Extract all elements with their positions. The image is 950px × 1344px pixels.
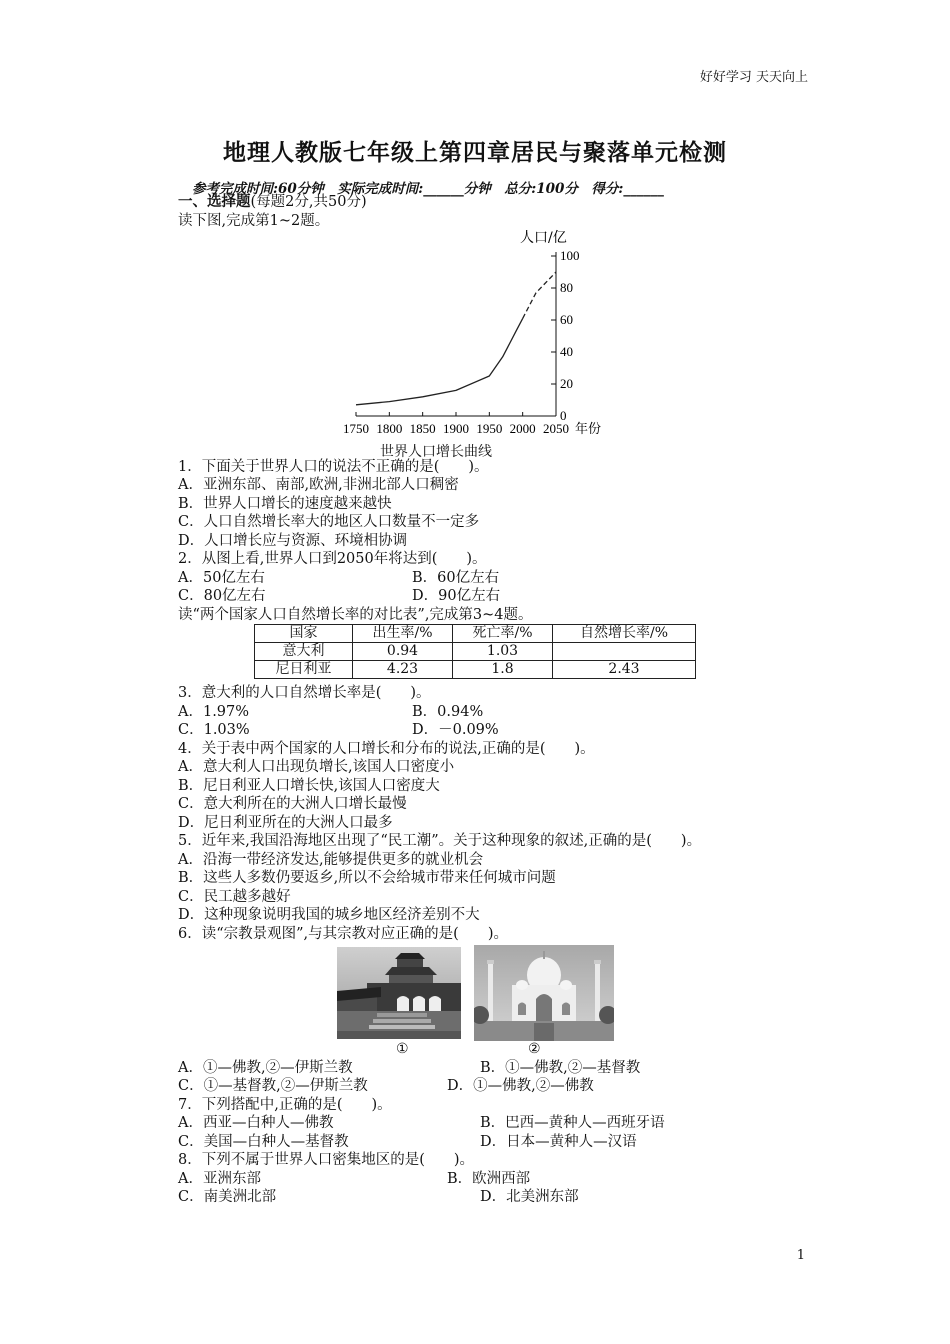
x-tick-label: 1800: [376, 421, 403, 436]
x-tick-label: 2050: [543, 421, 569, 436]
q2-option-d[interactable]: D．90亿左右: [412, 588, 501, 604]
table-cell: 尼日利亚: [255, 661, 353, 679]
y-tick-label: 80: [560, 280, 573, 295]
q1-option-a[interactable]: A．亚洲东部、南部,欧洲,非洲北部人口稠密: [178, 477, 459, 493]
table-cell: 意大利: [255, 643, 353, 661]
q3-option-d[interactable]: D．－0.09%: [412, 722, 499, 738]
exam-meta: 参考完成时间:60分钟 实际完成时间:______分钟 总分:100分 得分:______: [192, 181, 664, 197]
chart-caption: 世界人口增长曲线: [380, 444, 492, 460]
table-row: [255, 643, 696, 661]
q3-option-c[interactable]: C．1.03%: [178, 722, 250, 738]
q1-option-d[interactable]: D．人口增长应与资源、环境相协调: [178, 533, 408, 549]
rate-table: [254, 624, 696, 679]
intro-2: 读“两个国家人口自然增长率的对比表”,完成第3~4题。: [178, 607, 533, 623]
q2-option-b[interactable]: B．60亿左右: [412, 570, 500, 586]
page-number: 1: [796, 1248, 805, 1263]
table-cell: 1.8: [453, 661, 553, 679]
table-cell: [553, 643, 696, 661]
x-tick-label: 1850: [409, 421, 436, 436]
question-7: 7．下列搭配中,正确的是( )。: [178, 1097, 392, 1113]
y-tick-label: 0: [560, 408, 567, 423]
q8-option-c[interactable]: C．南美洲北部: [178, 1189, 277, 1205]
q6-option-b[interactable]: B．①—佛教,②—基督教: [480, 1060, 641, 1076]
x-tick-label: 1950: [476, 421, 503, 436]
table-header: 出生率/%: [353, 625, 453, 643]
table-header-row: [255, 625, 696, 643]
q1-option-b[interactable]: B．世界人口增长的速度越来越快: [178, 496, 392, 512]
table-row: [255, 661, 696, 679]
q8-option-d[interactable]: D．北美洲东部: [480, 1189, 579, 1205]
question-1: 1．下面关于世界人口的说法不正确的是( )。: [178, 459, 489, 475]
q4-option-c[interactable]: C．意大利所在的大洲人口增长最慢: [178, 796, 407, 812]
temple-photo: [337, 947, 461, 1039]
page-title: 地理人教版七年级上第四章居民与聚落单元检测: [223, 140, 727, 166]
q7-option-a[interactable]: A．西亚—白种人—佛教: [178, 1115, 334, 1131]
question-8: 8．下列不属于世界人口密集地区的是( )。: [178, 1152, 475, 1168]
q5-option-c[interactable]: C．民工越多越好: [178, 889, 291, 905]
q8-option-a[interactable]: A．亚洲东部: [178, 1171, 261, 1187]
y-tick-label: 20: [560, 376, 573, 391]
y-tick-label: 40: [560, 344, 573, 359]
question-2: 2．从图上看,世界人口到2050年将达到( )。: [178, 551, 487, 567]
question-4: 4．关于表中两个国家的人口增长和分布的说法,正确的是( )。: [178, 741, 595, 757]
q4-option-b[interactable]: B．尼日利亚人口增长快,该国人口密度大: [178, 778, 440, 794]
y-axis-title: 人口/亿: [520, 230, 567, 246]
intro-1: 读下图,完成第1~2题。: [178, 213, 330, 229]
q5-option-b[interactable]: B．这些人多数仍要返乡,所以不会给城市带来任何城市问题: [178, 870, 556, 886]
table-cell: 4.23: [353, 661, 453, 679]
section-title: 一、选择题: [178, 193, 251, 210]
table-header: 国家: [255, 625, 353, 643]
q6-option-d[interactable]: D．①—佛教,②—佛教: [447, 1078, 594, 1094]
q1-option-c[interactable]: C．人口自然增长率大的地区人口数量不一定多: [178, 514, 480, 530]
photo-label-2: ②: [528, 1041, 541, 1057]
q5-option-d[interactable]: D．这种现象说明我国的城乡地区经济差别不大: [178, 907, 480, 923]
x-axis-title: 年份: [575, 422, 602, 437]
table-cell: 2.43: [553, 661, 696, 679]
page-header: 好好学习 天天向上: [699, 70, 808, 85]
q3-option-b[interactable]: B．0.94%: [412, 704, 484, 720]
question-3: 3．意大利的人口自然增长率是( )。: [178, 685, 431, 701]
q6-option-c[interactable]: C．①—基督教,②—伊斯兰教: [178, 1078, 368, 1094]
x-tick-label: 1750: [343, 421, 369, 436]
q5-option-a[interactable]: A．沿海一带经济发达,能够提供更多的就业机会: [178, 852, 484, 868]
q7-option-d[interactable]: D．日本—黄种人—汉语: [480, 1134, 637, 1150]
q7-option-b[interactable]: B．巴西—黄种人—西班牙语: [480, 1115, 665, 1131]
q3-option-a[interactable]: A．1.97%: [178, 704, 250, 720]
projection-series-line: [523, 272, 556, 318]
q6-option-a[interactable]: A．①—佛教,②—伊斯兰教: [178, 1060, 353, 1076]
table-header: 自然增长率/%: [553, 625, 696, 643]
q4-option-d[interactable]: D．尼日利亚所在的大洲人口最多: [178, 815, 393, 831]
y-tick-label: 100: [560, 248, 580, 263]
table-header: 死亡率/%: [453, 625, 553, 643]
q2-option-a[interactable]: A．50亿左右: [178, 570, 265, 586]
x-tick-label: 2000: [509, 421, 536, 436]
section-note: (每题2分,共50分): [250, 194, 367, 210]
question-6: 6．读“宗教景观图”,与其宗教对应正确的是( )。: [178, 926, 508, 942]
table-cell: 1.03: [453, 643, 553, 661]
photo-label-1: ①: [396, 1041, 409, 1057]
population-series-line: [356, 318, 523, 404]
population-chart: [340, 228, 610, 442]
x-tick-label: 1900: [443, 421, 469, 436]
q2-option-c[interactable]: C．80亿左右: [178, 588, 266, 604]
mosque-photo: [474, 945, 614, 1041]
y-tick-label: 60: [560, 312, 573, 327]
question-5: 5．近年来,我国沿海地区出现了“民工潮”。关于这种现象的叙述,正确的是( )。: [178, 833, 702, 849]
section-heading: [178, 193, 367, 211]
table-cell: 0.94: [353, 643, 453, 661]
q7-option-c[interactable]: C．美国—白种人—基督教: [178, 1134, 349, 1150]
q4-option-a[interactable]: A．意大利人口出现负增长,该国人口密度小: [178, 759, 455, 775]
q8-option-b[interactable]: B．欧洲西部: [447, 1171, 531, 1187]
